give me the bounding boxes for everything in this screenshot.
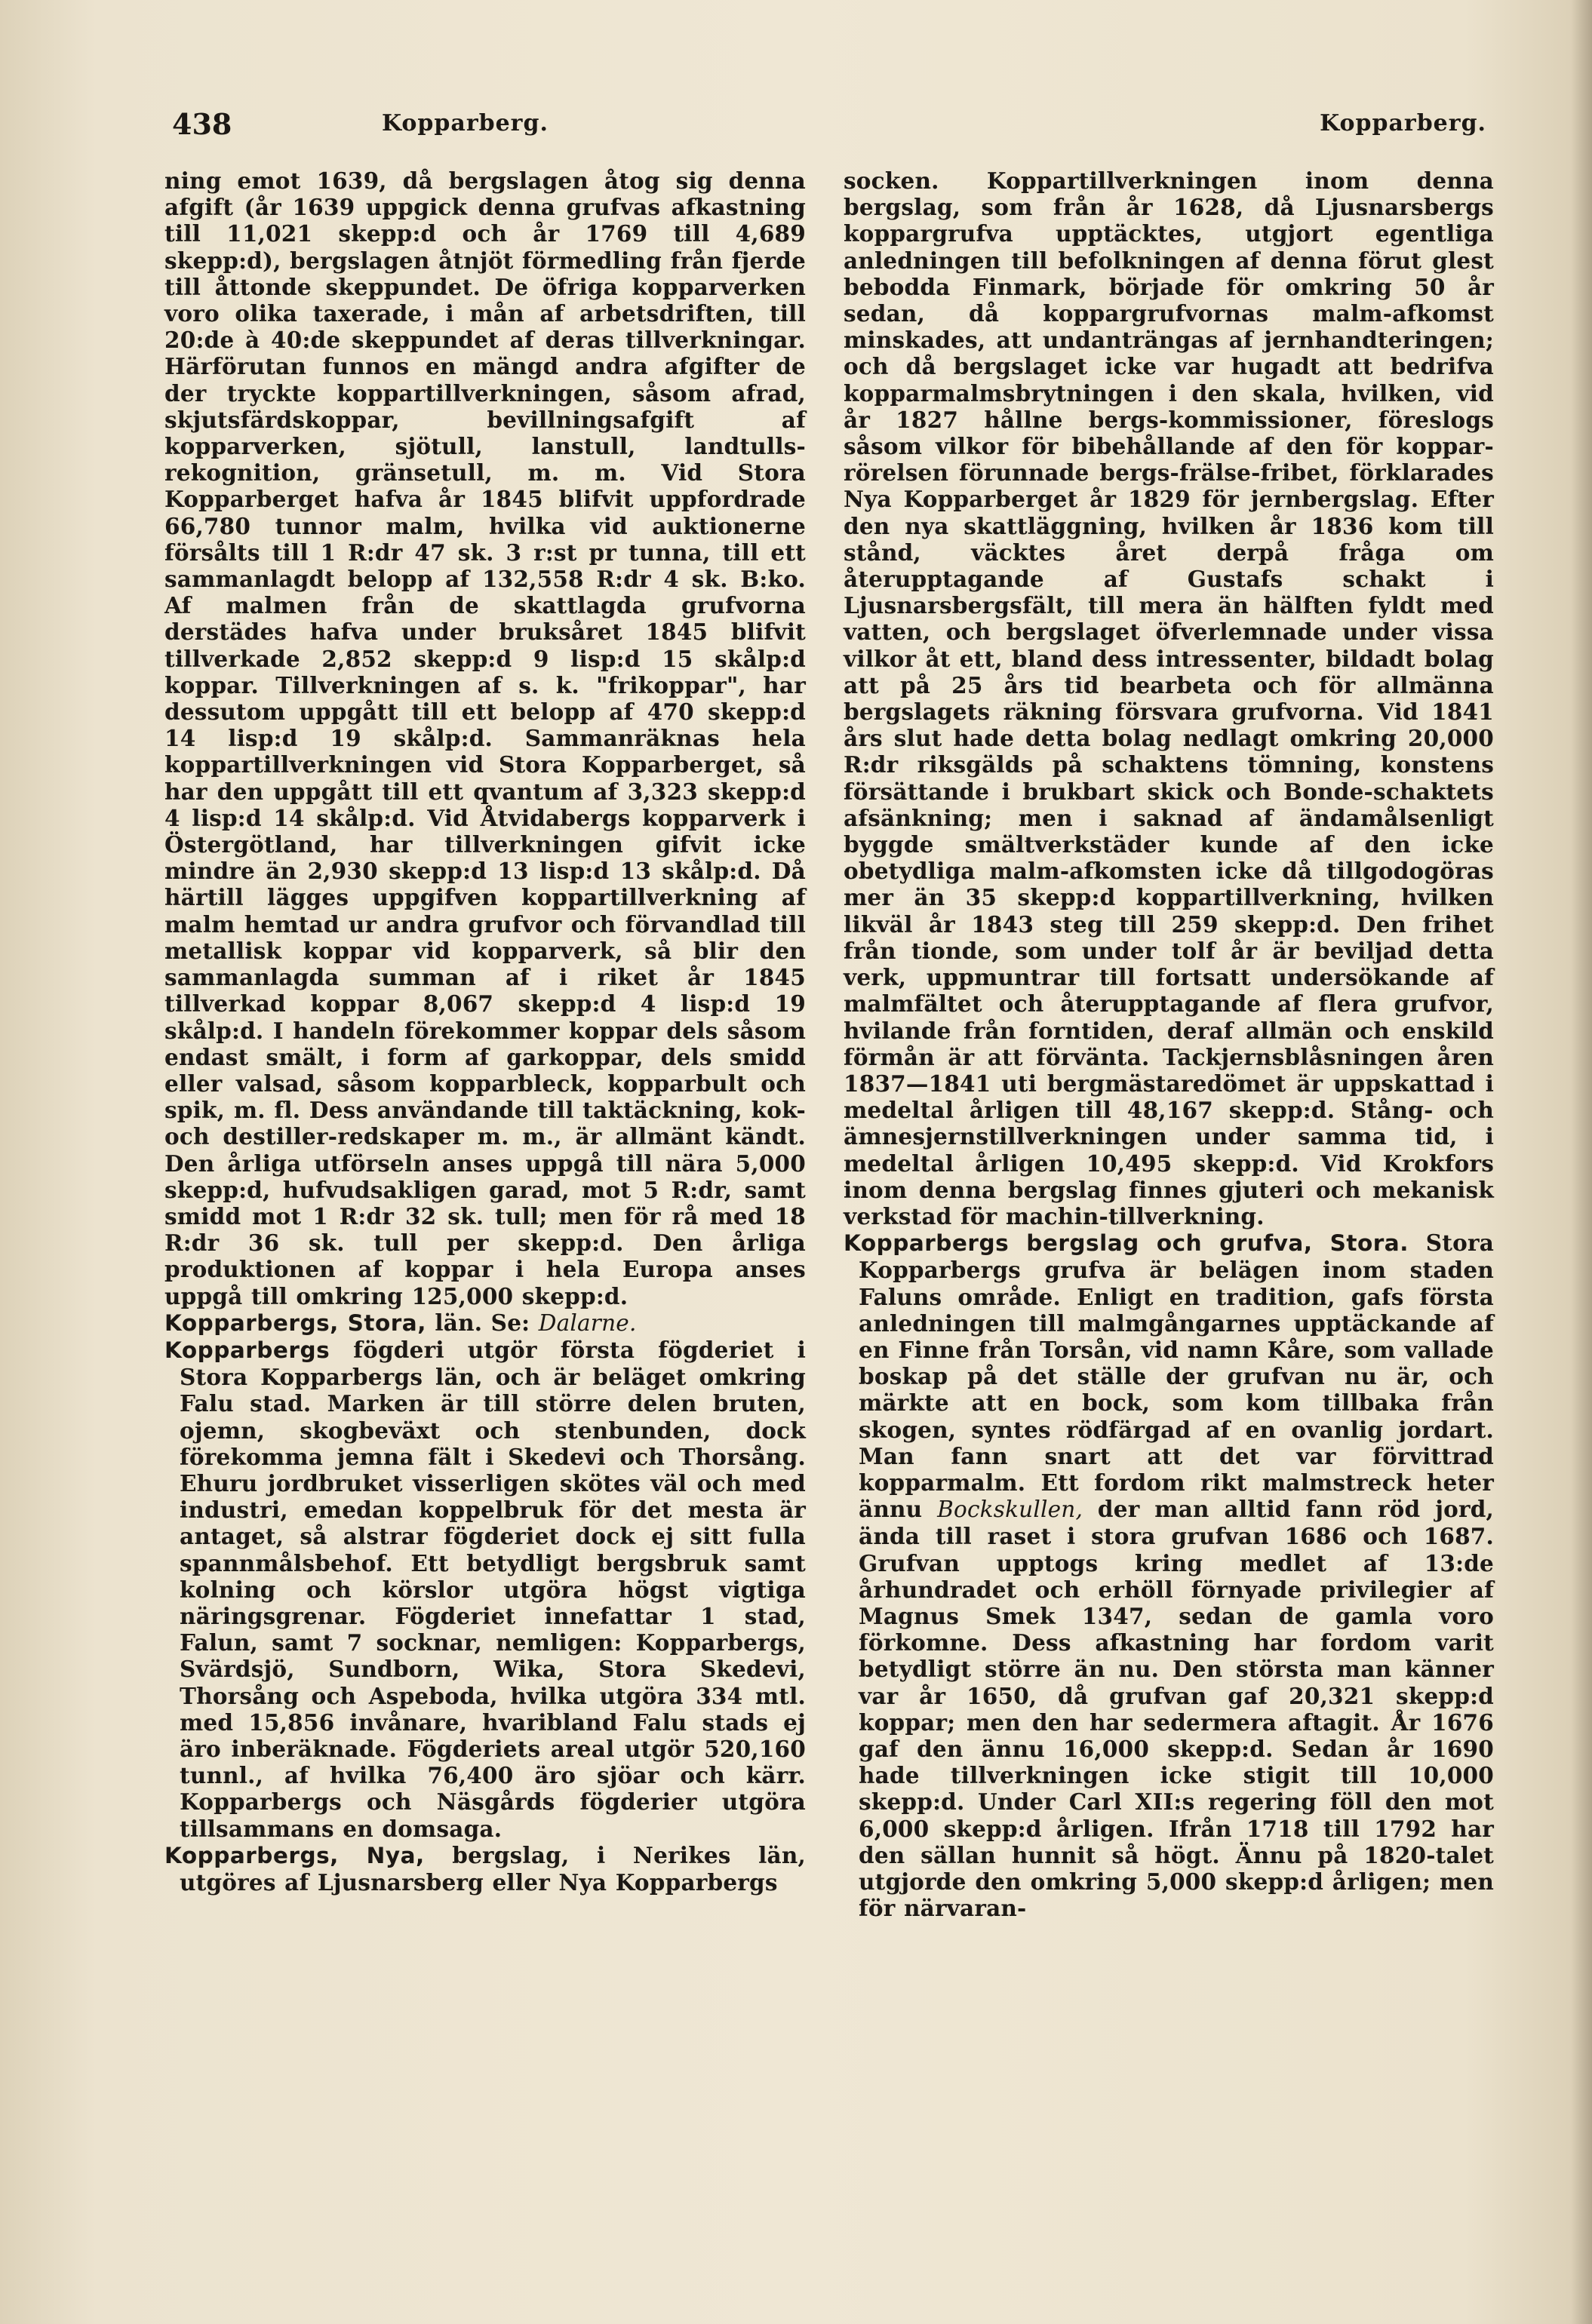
page-number: 438 [172, 107, 232, 141]
entry-cross-reference: Dalarne. [538, 1309, 637, 1336]
entry-kopparbergs-stora-lan [164, 1309, 806, 1337]
running-head-right: Kopparberg. [1320, 110, 1486, 137]
running-head-left: Kopparberg. [382, 110, 549, 137]
entry-headword: Kopparbergs [164, 1337, 330, 1363]
page-header [172, 107, 1486, 145]
binding-shadow [1571, 0, 1592, 2324]
entry-text: län. Se: [426, 1309, 539, 1336]
entry-text: Stora Kopparbergs grufva är belägen inom staden Faluns område. Enligt en tradition, gafs första anledningen till malmgångarnes upptäckande af en Finne från Torsån, vid namn Kåre, som vallade boskap på det ställe der grufvan nu är, och märkte att en bock, som kom tillbaka från skogen, syntes rödfärgad af en ovanlig jordart. Man fann snart att det var förvittrad kopparmalm. Ett fordom rikt malmstreck heter ännu [859, 1230, 1495, 1523]
left-paragraph-continued: ning emot 1639, då bergslagen åtog sig denna afgift (år 1639 uppgick denna grufvas afkastning till 11,021 skepp:d och år 1769 till 4,689 skepp:d), bergslagen åtnjöt förmedling från fjerde till åttonde skeppundet. De öfriga kopparverken voro olika taxerade, i mån af arbetsdriften, till 20:de à 40:de skeppundet af deras tillverkningar. Härförutan funnos en mängd andra afgifter de der tryckte koppartillverkningen, såsom afrad, skjutsfärdskoppar, bevillningsafgift af kopparverken, sjötull, lanstull, landtulls-rekognition, gränsetull, m. m. Vid Stora Kopparberget hafva år 1845 blifvit uppfordrade 66,780 tunnor malm, hvilka vid auktionerne försålts till 1 R:dr 47 sk. 3 r:st pr tunna, till ett sammanlagdt belopp af 132,558 R:dr 4 sk. B:ko. Af malmen från de skattlagda grufvorna derstädes hafva under bruksåret 1845 blifvit tillverkade 2,852 skepp:d 9 lisp:d 15 skålp:d koppar. Tillverkningen af s. k. "frikoppar", har dessutom uppgått till ett belopp af 470 skepp:d 14 lisp:d 19 skålp:d. Sammanräknas hela koppartillverkningen vid Stora Kopparberget, så har den uppgått till ett qvantum af 3,323 skepp:d 4 lisp:d 14 skålp:d. Vid Åtvidabergs kopparverk i Östergötland, har tillverkningen gifvit icke mindre än 2,930 skepp:d 13 lisp:d 13 skålp:d. Då härtill lägges uppgifven koppartillverkning af malm hemtad ur andra grufvor och förvandlad till metallisk koppar vid kopparverk, så blir den sammanlagda summan af i riket år 1845 tillverkad koppar 8,067 skepp:d 4 lisp:d 19 skålp:d. I handeln förekommer koppar dels såsom endast smält, i form af garkoppar, dels smidd eller valsad, såsom kopparbleck, kopparbult och spik, m. fl. Dess användande till taktäckning, kok- och destiller-redskaper m. m., är allmänt kändt. Den årliga utförseln anses uppgå till nära 5,000 skepp:d, hufvudsakligen garad, mot 5 R:dr, samt smidd mot 1 R:dr 32 sk. tull; men för rå med 18 R:dr 36 sk. tull per skepp:d. Den årliga produktionen af koppar i hela Europa anses uppgå till omkring 125,000 skepp:d. [164, 167, 806, 1309]
entry-text: bergslag, i Nerikes län, utgöres af Ljusnarsberg eller Nya Kopparbergs [180, 1841, 806, 1896]
left-column [164, 167, 806, 1896]
entry-italic-term: Bockskullen, [937, 1497, 1083, 1523]
entry-kopparbergs-fogderi [164, 1337, 806, 1842]
entry-headword: Kopparbergs, Nya, [164, 1842, 425, 1868]
entry-headword: Kopparbergs, Stora, [164, 1309, 426, 1336]
entry-kopparbergs-bergslag-stora [844, 1230, 1494, 1921]
entry-text: fögderi utgör första fögderiet i Stora Kopparbergs län, och är beläget omkring Falu stad. Marken är till större delen bruten, ojemn, skogbeväxt och stenbunden, dock förekomma jemna fält i Skedevi och Thorsång. Ehuru jordbruket visserligen skötes väl och med industri, emedan koppelbruk för det mesta är antaget, så alstrar fögderiet dock ej sitt fulla spannmålsbehof. Ett betydligt bergsbruk samt kolning och körslor utgöra högst vigtiga näringsgrenar. Fögderiet innefattar 1 stad, Falun, samt 7 socknar, nemligen: Kopparbergs, Svärdsjö, Sundborn, Wika, Stora Skedevi, Thorsång och Aspeboda, hvilka utgöra 334 mtl. med 15,856 invånare, hvaribland Falu stads ej äro inberäknade. Fögderiets areal utgör 520,160 tunnl., af hvilka 76,400 äro sjöar och kärr. Kopparbergs och Näsgårds fögderier utgöra tillsammans en domsaga. [180, 1336, 806, 1842]
entry-text-continued: der man alltid fann röd jord, ända till raset i stora grufvan 1686 och 1687. Grufvan upptogs kring medlet af 13:de århundradet och erhöll förnyade privilegier af Magnus Smek 1347, sedan de gamla voro förkomne. Dess afkastning har fordom varit betydligt större än nu. Den största man känner var år 1650, då grufvan gaf 20,321 skepp:d koppar; men den har sedermera aftagit. År 1676 gaf den ännu 16,000 skepp:d. Sedan år 1690 hade tillverkningen icke stigit till 10,000 skepp:d. Under Carl XII:s regering föll den mot 6,000 skepp:d årligen. Ifrån 1718 till 1792 har den sällan hunnit så högt. Ännu på 1820-talet utgjorde den omkring 5,000 skepp:d årligen; men för närvaran- [859, 1496, 1494, 1922]
right-column [844, 167, 1494, 1921]
entry-headword: Kopparbergs bergslag och grufva, Stora. [844, 1230, 1409, 1257]
right-paragraph-continued: socken. Koppartillverkningen inom denna bergslag, som från år 1628, då Ljusnarsbergs koppargrufva upptäcktes, utgjort egentliga anledningen till befolkningen af denna förut glest bebodda Finmark, började för omkring 50 år sedan, då koppargrufvornas malm-afkomst minskades, att undanträngas af jernhandteringen; och då bergslaget icke var hugadt att bedrifva kopparmalmsbrytningen i den skala, hvilken, vid år 1827 hållne bergs-kommissioner, föreslogs såsom vilkor för bibehållande af den för koppar-rörelsen förunnade bergs-frälse-fribet, förklarades Nya Kopparberget år 1829 för jernbergslag. Efter den nya skattläggning, hvilken år 1836 kom till stånd, väcktes året derpå fråga om återupptagande af Gustafs schakt i Ljusnarsbergsfält, till mera än hälften fyldt med vatten, och bergslaget öfverlemnade under vissa vilkor åt ett, bland dess intressenter, bildadt bolag att på 25 års tid bearbeta och för allmänna bergslagets räkning försvara grufvorna. Vid 1841 års slut hade detta bolag nedlagt omkring 20,000 R:dr riksgälds på schaktens tömning, konstens försättande i brukbart skick och Bonde-schaktets afsänkning; men i saknad af ändamålsenligt byggde smältverkstäder kunde af den icke obetydliga malm-afkomsten icke då tillgodogöras mer än 35 skepp:d koppartillverkning, hvilken likväl år 1843 steg till 259 skepp:d. Den frihet från tionde, som under tolf år är beviljad detta verk, uppmuntrar till fortsatt undersökande af malmfältet och återupptagande af flera grufvor, hvilande från forntiden, deraf allmän och enskild förmån är att förvänta. Tackjernsblåsningen åren 1837—1841 uti bergmästaredömet är uppskattad i medeltal årligen till 48,167 skepp:d. Stång- och ämnesjernstillverkningen under samma tid, i medeltal årligen 10,495 skepp:d. Vid Krokfors inom denna bergslag finnes gjuteri och mekanisk verkstad för machin-tillverkning. [844, 167, 1494, 1230]
entry-kopparbergs-nya [164, 1842, 806, 1896]
